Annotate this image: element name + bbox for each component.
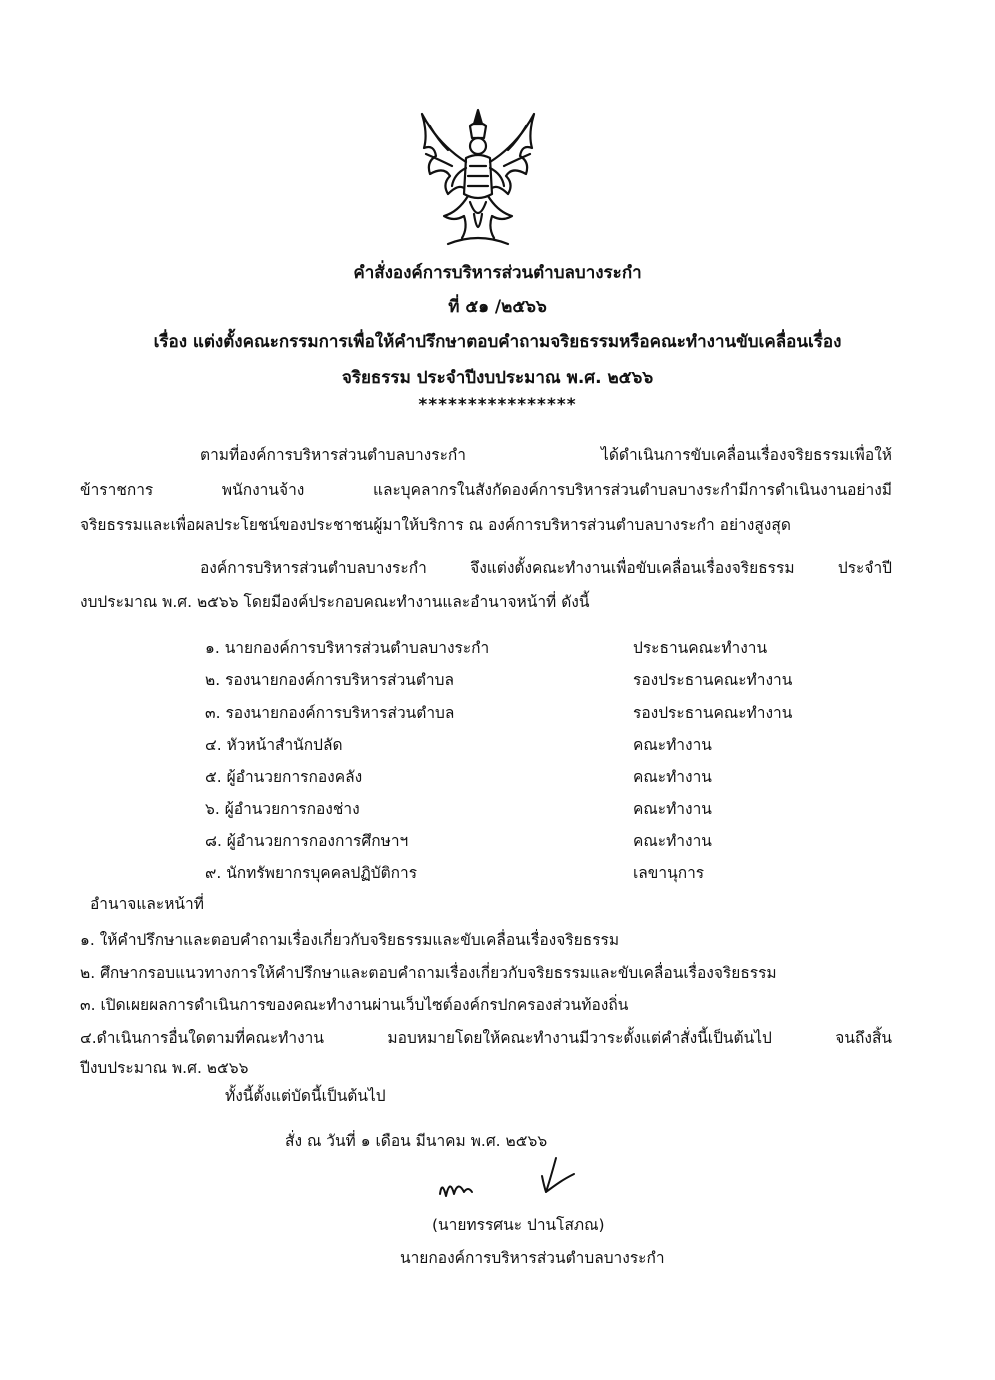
duty-item-4-line-2: ปีงบประมาณ พ.ศ. ๒๕๖๖ — [80, 1059, 249, 1077]
subject-line-2: จริยธรรม ประจำปีงบประมาณ พ.ศ. ๒๕๖๖ — [341, 368, 654, 388]
paragraph-2-line-2: งบประมาณ พ.ศ. ๒๕๖๖ โดยมีองค์ประกอบคณะทำงานและอำนาจหน้าที่ ดังนี้ — [80, 593, 590, 611]
duty-item-1: ๑. ให้คำปรึกษาและตอบคำถามเรื่องเกี่ยวกับจริยธรรมและขับเคลื่อนเรื่องจริยธรรม — [80, 931, 620, 949]
member-position: ๔. หัวหน้าสำนักปลัด — [205, 736, 343, 754]
garuda-emblem-icon — [408, 104, 548, 254]
separator: **************** — [418, 395, 577, 415]
order-title: คำสั่งองค์การบริหารส่วนตำบลบางระกำ — [353, 263, 642, 283]
subject-line-1: เรื่อง แต่งตั้งคณะกรรมการเพื่อให้คำปรึกษาตอบคำถามจริยธรรมหรือคณะทำงานขับเคลื่อนเรื่อง — [153, 332, 842, 352]
duty-item-4-line-1: ๔.ดำเนินการอื่นใดตามที่คณะทำงาน มอบหมายโดยให้คณะทำงานมีวาระตั้งแต่คำสั่งนี้เป็นต้นไป จนถึงสิ้น — [80, 1029, 892, 1047]
paragraph-1-line-3: จริยธรรมและเพื่อผลประโยชน์ของประชาชนผู้มาให้บริการ ณ องค์การบริหารส่วนตำบลบางระกำ อย่างสูงสุด — [80, 516, 791, 534]
duties-heading: อำนาจและหน้าที่ — [90, 895, 204, 913]
member-position: ๑. นายกองค์การบริหารส่วนตำบลบางระกำ — [205, 639, 490, 657]
member-position: ๓. รองนายกองค์การบริหารส่วนตำบล — [205, 704, 455, 722]
member-position: ๙. นักทรัพยากรบุคคลปฏิบัติการ — [205, 864, 418, 882]
signer-title: นายกองค์การบริหารส่วนตำบลบางระกำ — [400, 1249, 665, 1267]
effective-statement: ทั้งนี้ตั้งแต่บัดนี้เป็นต้นไป — [225, 1087, 386, 1105]
duty-item-2: ๒. ศึกษากรอบแนวทางการให้คำปรึกษาและตอบคำถามเรื่องเกี่ยวกับจริยธรรมและขับเคลื่อนเรื่องจริยธรรม — [80, 964, 777, 982]
paragraph-1-line-1: ตามที่องค์การบริหารส่วนตำบลบางระกำ ได้ดำเนินการขับเคลื่อนเรื่องจริยธรรมเพื่อให้ — [200, 446, 892, 464]
member-role: เลขานุการ — [633, 864, 705, 882]
signer-name: (นายทรรศนะ ปานโสภณ) — [432, 1216, 605, 1234]
member-role: คณะทำงาน — [633, 800, 712, 818]
handwritten-signature — [438, 1156, 608, 1206]
member-role: รองประธานคณะทำงาน — [633, 704, 793, 722]
member-position: ๖. ผู้อำนวยการกองช่าง — [205, 800, 360, 818]
member-role: รองประธานคณะทำงาน — [633, 671, 793, 689]
member-position: ๘. ผู้อำนวยการกองการศึกษาฯ — [205, 832, 409, 850]
member-role: คณะทำงาน — [633, 768, 712, 786]
order-date: สั่ง ณ วันที่ ๑ เดือน มีนาคม พ.ศ. ๒๕๖๖ — [285, 1132, 548, 1150]
paragraph-1-line-2: ข้าราชการ พนักงานจ้าง และบุคลากรในสังกัดองค์การบริหารส่วนตำบลบางระกำมีการดำเนินงานอย่างมี — [80, 481, 892, 499]
member-position: ๒. รองนายกองค์การบริหารส่วนตำบล — [205, 671, 454, 689]
member-role: ประธานคณะทำงาน — [633, 639, 768, 657]
member-role: คณะทำงาน — [633, 736, 712, 754]
order-number: ที่ ๕๑ /๒๕๖๖ — [448, 297, 547, 317]
member-position: ๕. ผู้อำนวยการกองคลัง — [205, 768, 363, 786]
member-role: คณะทำงาน — [633, 832, 712, 850]
duty-item-3: ๓. เปิดเผยผลการดำเนินการของคณะทำงานผ่านเว็บไซต์องค์กรปกครองส่วนท้องถิ่น — [80, 996, 629, 1014]
paragraph-2-line-1: องค์การบริหารส่วนตำบลบางระกำ จึงแต่งตั้งคณะทำงานเพื่อขับเคลื่อนเรื่องจริยธรรม ประจำปี — [200, 559, 892, 577]
